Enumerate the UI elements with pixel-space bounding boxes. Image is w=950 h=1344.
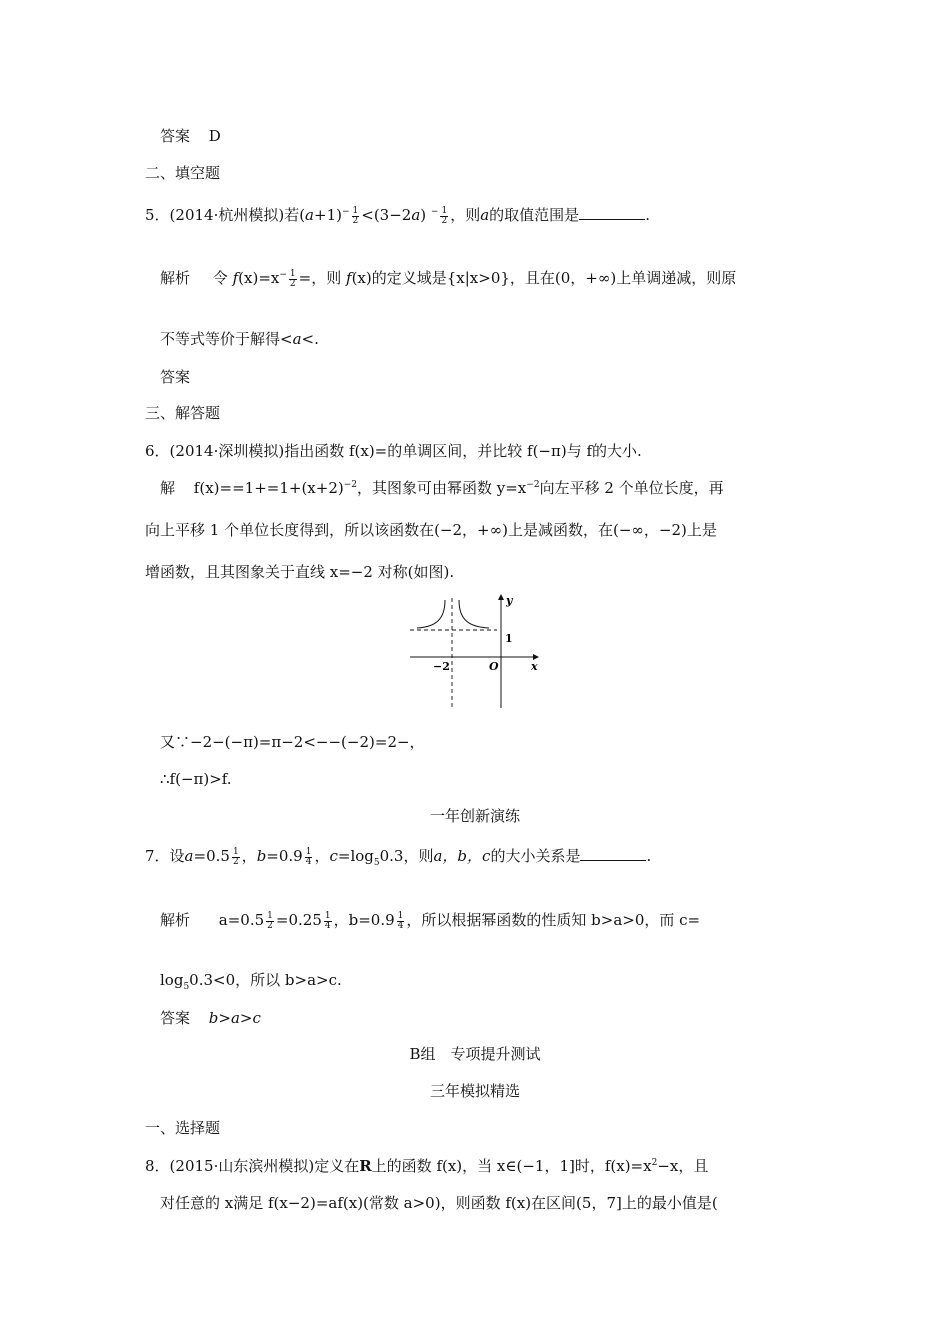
q5-sol-neg: − (279, 270, 287, 280)
q6-sol-text2: ，其图象可由幂函数 y=x (357, 479, 527, 497)
q5-solution-line2 (160, 329, 319, 349)
q7-b: b (256, 847, 267, 865)
question-7 (145, 846, 651, 869)
q7-answer-value: b>a>c (208, 1009, 261, 1027)
q7-t3: ， (241, 847, 257, 865)
q5-tail: ，则 (450, 206, 481, 224)
q5-sol2-end: <. (301, 330, 319, 348)
q7-a: a (184, 847, 194, 865)
q7-t9: 的大小关系是 (490, 847, 581, 865)
section-fill-blank: 二、填空题 (145, 164, 221, 182)
q5-text-mid: <(3−2 (361, 206, 412, 224)
q5-exp-fraction2: $\frac{1}{2}$ (441, 205, 448, 226)
label-one: 1 (505, 632, 513, 645)
q7-frac-half: $\frac{1}{2}$ (232, 846, 239, 867)
answer-label: 答案 (160, 127, 191, 145)
q6-sol-sup: −2 (343, 480, 357, 490)
q7-solution-line1 (160, 910, 700, 931)
q7-frac-quarter: $\frac{1}{4}$ (305, 846, 312, 867)
q6-sol-label: 解 (160, 479, 176, 497)
q6-solution-line5: ∴f(−π)>f. (160, 770, 232, 788)
section-solve: 三、解答题 (145, 404, 221, 422)
q8-sup: 2 (651, 1158, 658, 1168)
heading-three-years: 三年模拟精选 (429, 1082, 520, 1100)
q7-sol2-sub: 5 (183, 982, 190, 992)
q7-sol-t4: ，所以根据幂函数的性质知 b>a>0，而 c= (406, 911, 701, 929)
q8-t2: 上的函数 f(x)，当 x∈(−1，1]时，f(x)=x (371, 1157, 652, 1175)
q5-sol-f: f (232, 269, 239, 287)
label-y: y (506, 594, 513, 607)
q5-exp-fraction: $\frac{1}{2}$ (352, 205, 359, 226)
q7-answer-blank (580, 846, 646, 861)
q5-var-a2: a (411, 206, 421, 224)
q7-t6: =log (337, 847, 374, 865)
q7-solution-line2 (160, 970, 342, 993)
q6-sol-sup2: −2 (526, 480, 540, 490)
curve-left-branch (417, 600, 445, 628)
q6-solution-line2: 向上平移 1 个单位长度得到，所以该函数在(−2，+∞)上是减函数，在(−∞，−2)上是 (145, 521, 717, 539)
q7-t1: 7．设 (145, 847, 185, 865)
q5-sol2-text: 不等式等价于解得< (160, 330, 293, 348)
question-5 (145, 205, 650, 228)
q7-t7: 0.3，则 (379, 847, 434, 865)
q5-sol-fraction: $\frac{1}{2}$ (289, 268, 296, 289)
q5-end: . (645, 206, 650, 224)
q5-tail2: 的取值范围是 (489, 206, 580, 224)
q7-sol-t1: a=0.5 (218, 911, 265, 929)
label-x: x (531, 660, 538, 673)
q7-sol-t3: ，b=0.9 (333, 911, 395, 929)
question-8-line2: 对任意的 x满足 f(x−2)=af(x)(常数 a>0)，则函数 f(x)在区间(5，7]上的最小值是( (160, 1194, 718, 1212)
y-axis-arrow-icon (498, 594, 504, 600)
q8-t1: 8．(2015·山东滨州模拟)定义在 (145, 1157, 360, 1175)
question-6: 6．(2014·深圳模拟)指出函数 f(x)=的单调区间，并比较 f(−π)与 f的大小. (145, 442, 642, 460)
q5-sol-eq2: =，则 (298, 269, 342, 287)
q6-solution-line3: 增函数，且其图象关于直线 x=−2 对称(如图). (145, 563, 455, 581)
q8-t3: −x，且 (657, 1157, 709, 1175)
solution-label: 解析 (160, 269, 191, 287)
answer-value: D (208, 127, 221, 145)
q5-answer-label: 答案 (160, 368, 191, 386)
q5-var-a: a (305, 206, 314, 224)
question-8-line1 (145, 1156, 708, 1179)
q5-text-p2: ) (420, 206, 427, 224)
heading-innovation: 一年创新演练 (429, 807, 520, 825)
q7-answer-label: 答案 (160, 1009, 191, 1027)
q7-end: . (646, 847, 652, 865)
q7-sol-frac3: $\frac{1}{4}$ (397, 910, 404, 931)
q7-sub5: 5 (373, 858, 380, 868)
section-choice: 一、选择题 (145, 1119, 221, 1137)
q5-var-a3: a (480, 206, 490, 224)
q7-sol2-t2: 0.3<0，所以 b>a>c. (189, 971, 342, 989)
q7-t5: ， (314, 847, 330, 865)
label-neg2: −2 (433, 660, 450, 673)
q7-sol-t2: =0.25 (275, 911, 322, 929)
q6-solution-line4: 又∵−2−(−π)=π−2<−−(−2)=2−， (160, 733, 425, 751)
q7-t2: =0.5 (193, 847, 230, 865)
q5-sol-eq: =x (258, 269, 280, 287)
q5-exp-minus: − (341, 207, 350, 217)
q7-t4: =0.9 (266, 847, 303, 865)
label-origin: O (489, 660, 499, 673)
q5-sol-text: 令 (212, 269, 228, 287)
q5-sol-x: (x) (238, 269, 259, 287)
q5-sol-rest: 的定义域是{x|x>0}，且在(0，+∞)上单调递减，则原 (371, 269, 737, 287)
q5-prefix: 5．(2014·杭州模拟)若( (145, 206, 306, 224)
q7-answer-line (160, 1008, 261, 1028)
curve-right-branch (459, 600, 489, 628)
q7-sol-frac2: $\frac{1}{4}$ (324, 910, 331, 931)
q5-sol-f2: f (346, 269, 352, 287)
heading-group-b: B组 专项提升测试 (409, 1045, 541, 1063)
answer-blank (579, 205, 645, 220)
q6-solution-line1 (160, 478, 724, 501)
q6-sol-text: f(x)==1+=1+(x+2) (193, 479, 344, 497)
q7-c: c (329, 847, 338, 865)
q5-exp-minus2: − (430, 207, 439, 217)
q7-sol-label: 解析 (160, 911, 191, 929)
q5-text: +1) (314, 206, 342, 224)
q5-sol2-a: a (292, 330, 302, 348)
q6-sol-text3: 向左平移 2 个单位长度，再 (539, 479, 724, 497)
q7-vars: a，b，c (433, 847, 491, 865)
q7-sol-frac1: $\frac{1}{2}$ (267, 910, 273, 931)
q5-solution-line1 (160, 268, 736, 291)
function-graph (405, 590, 550, 715)
q8-real-set: R (359, 1157, 372, 1175)
q7-sol2-t1: log (160, 971, 184, 989)
answer-line-d (160, 126, 221, 146)
q5-sol-x2: (x) (351, 269, 372, 287)
